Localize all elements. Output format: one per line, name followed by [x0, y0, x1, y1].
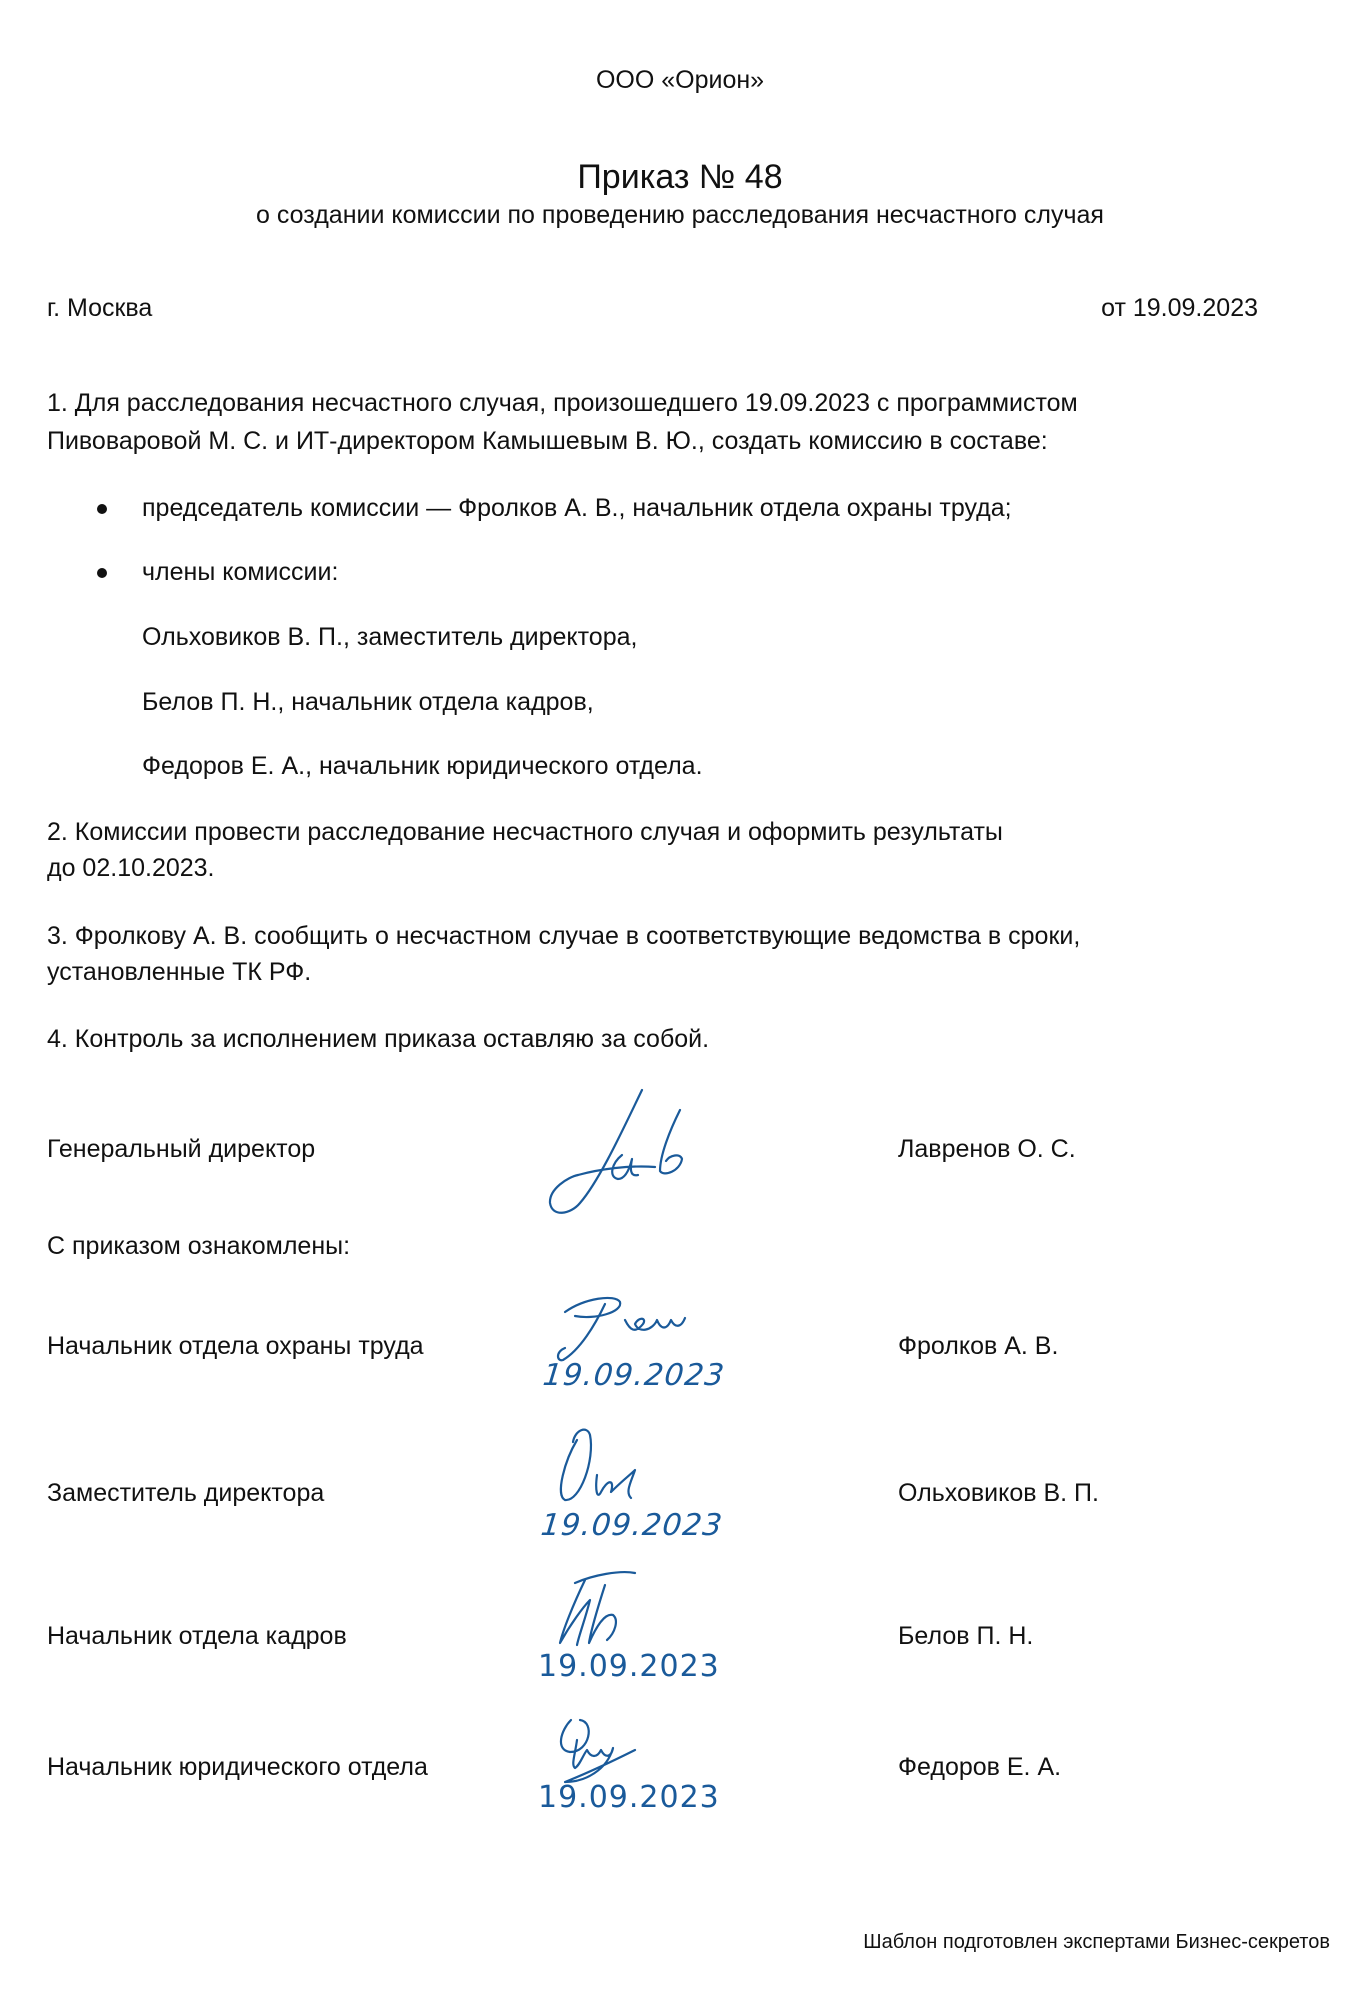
bullet-members: члены комиссии: [142, 558, 339, 586]
document-title: Приказ № 48 [577, 158, 783, 196]
city: г. Москва [47, 294, 153, 322]
paragraph-2-line-1: 2. Комиссии провести расследование несчастного случая и оформить результаты [47, 818, 1003, 846]
signature-stroke [560, 1580, 590, 1645]
signature-stroke [589, 1585, 616, 1643]
bullet-icon [97, 568, 107, 578]
paragraph-4: 4. Контроль за исполнением приказа оставляю за собой. [47, 1025, 710, 1053]
paragraph-3-line-2: установленные ТК РФ. [47, 958, 312, 986]
ack-date: 19.09.2023 [538, 1780, 720, 1815]
paragraph-3-line-1: 3. Фролкову А. В. сообщить о несчастном случае в соответствующие ведомства в сроки, [47, 922, 1081, 950]
footer-note: Шаблон подготовлен экспертами Бизнес-секретов [863, 1931, 1330, 1953]
signature-stroke [565, 1298, 620, 1317]
member-item: Федоров Е. А., начальник юридического отдела. [142, 752, 703, 780]
signature-stroke [596, 1470, 635, 1498]
bullet-chairman: председатель комиссии — Фролков А. В., начальник отдела охраны труда; [142, 494, 1012, 522]
paragraph-2-line-2: до 02.10.2023. [47, 854, 215, 882]
document-date: от 19.09.2023 [1101, 294, 1258, 322]
signature-stroke [660, 1110, 682, 1173]
director-position: Генеральный директор [47, 1135, 316, 1163]
signature-stroke [625, 1318, 685, 1330]
ack-position: Начальник юридического отдела [47, 1753, 428, 1781]
paragraph-1-line-2: Пивоваровой М. С. и ИТ-директором Камышевым В. Ю., создать комиссию в составе: [47, 427, 1048, 455]
ack-name: Фролков А. В. [898, 1332, 1059, 1360]
ack-position: Начальник отдела охраны труда [47, 1332, 424, 1360]
document-subtitle: о создании комиссии по проведению расследования несчастного случая [256, 201, 1104, 229]
director-name: Лавренов О. С. [898, 1135, 1076, 1163]
signature-stroke [578, 1166, 655, 1175]
signature-stroke [561, 1430, 591, 1500]
ack-signature [535, 1420, 695, 1520]
acknowledged-label: С приказом ознакомлены: [47, 1232, 351, 1260]
signature-stroke [565, 1740, 635, 1782]
ack-date: 19.09.2023 [538, 1649, 720, 1684]
ack-signature [535, 1565, 675, 1655]
paragraph-1-line-1: 1. Для расследования несчастного случая, произошедшего 19.09.2023 с программистом [47, 389, 1078, 417]
member-item: Ольховиков В. П., заместитель директора, [142, 623, 638, 651]
ack-date: 19.09.2023 [541, 1358, 727, 1393]
organization-name: ООО «Орион» [595, 66, 765, 94]
ack-date: 19.09.2023 [539, 1508, 725, 1543]
ack-name: Ольховиков В. П. [898, 1479, 1099, 1507]
ack-name: Белов П. Н. [898, 1622, 1034, 1650]
director-signature [530, 1085, 710, 1225]
ack-position: Начальник отдела кадров [47, 1622, 347, 1650]
bullet-icon [97, 504, 107, 514]
signature-stroke [550, 1090, 642, 1213]
ack-name: Федоров Е. А. [898, 1753, 1062, 1781]
ack-signature [535, 1710, 675, 1790]
ack-position: Заместитель директора [47, 1479, 325, 1507]
member-item: Белов П. Н., начальник отдела кадров, [142, 688, 594, 716]
